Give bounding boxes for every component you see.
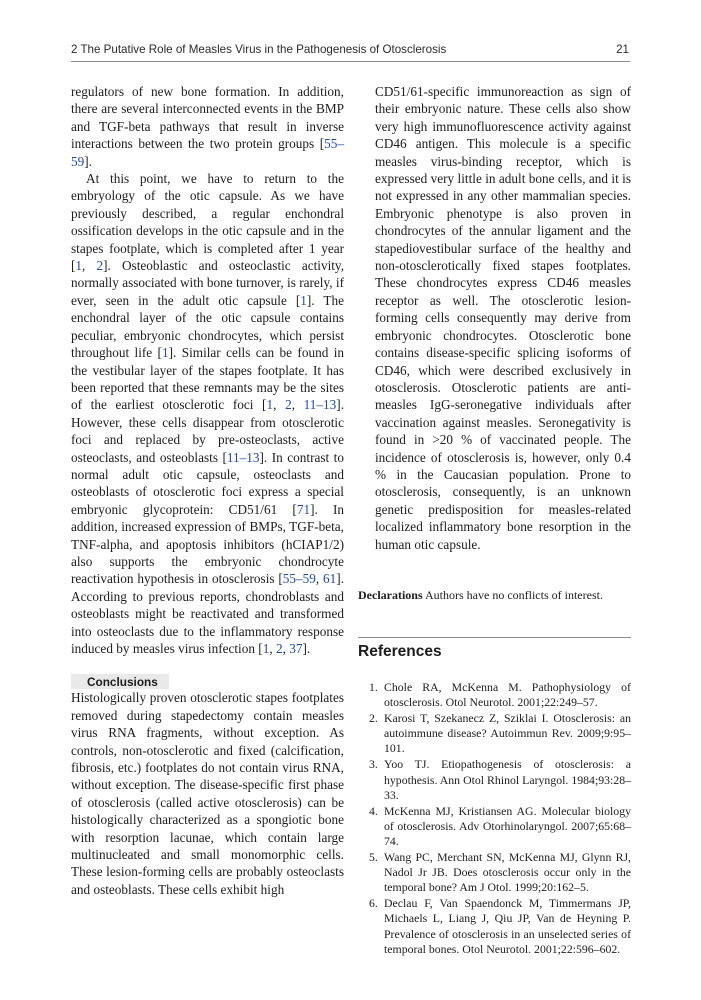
running-head xyxy=(71,43,630,62)
reference-number: 6. xyxy=(369,896,378,911)
left-column xyxy=(71,83,344,898)
reference-item xyxy=(369,680,631,710)
citation-link[interactable]: 55–59 xyxy=(71,136,344,169)
reference-number: 1. xyxy=(369,680,378,694)
declarations-label: Declarations xyxy=(358,588,423,602)
citation-link[interactable]: 1 xyxy=(161,345,169,361)
reference-item xyxy=(369,757,631,802)
reference-text: McKenna MJ, Kristiansen AG. Molecular biology of otosclerosis. Adv Otorhinolaryngol. 2007;65:68–74. xyxy=(384,803,631,848)
citation-link[interactable]: 55–59 xyxy=(282,571,316,587)
declarations xyxy=(358,588,631,603)
reference-item xyxy=(369,804,631,849)
citation-link[interactable]: 1 xyxy=(75,258,83,274)
references-list xyxy=(369,680,631,958)
citation-link[interactable]: 11–13 xyxy=(226,449,260,465)
reference-number: 2. xyxy=(369,711,378,726)
reference-number: 5. xyxy=(369,850,378,865)
declarations-text: Authors have no conflicts of interest. xyxy=(422,588,603,602)
references-heading: References xyxy=(358,643,442,660)
conclusions-heading: Conclusions xyxy=(71,674,169,689)
paragraph-otic-capsule: At this point, we have to return to the embryology of the otic capsule. As we have previously described, a regular enchondral ossification develops in the otic capsule and in the stapes footplate, which is completed after 1 year [1, 2]. Osteoblastic and osteoclastic activity, normally associated with bone turnover, is rarely, if ever, seen in the adult otic capsule [1]. The enchondral layer of the otic capsule contains peculiar, embryonic chondrocytes, which persist throughout life [1]. Similar cells can be found in the vestibular layer of the stapes footplate. It has been reported that these remnants may be the sites of the earliest otosclerotic foci [1, 2, 11–13]. However, these cells disappear from otosclerotic foci and replaced by pre-osteoclasts, active osteoclasts, and osteoblasts [11–13]. In contrast to normal adult otic capsule, osteoclasts and osteoblasts of otosclerotic foci express a special embryonic glycoprotein: CD51/61 [71]. In addition, increased expression of BMPs, TGF-beta, TNF-alpha, and apoptosis inhibitors (hCIAP1/2) also supports the embryonic chondrocyte reactivation hypothesis in otosclerosis [55–59, 61]. According to previous reports, chondroblasts and osteoblasts might be reactivated and transformed into osteoclasts due to the inflammatory response induced by measles virus infection [1, 2, 37]. xyxy=(71,171,345,656)
conclusions-paragraph: Histologically proven otosclerotic stapes footplates removed during stapedectomy contain measles virus RNA fragments, without exception. As controls, non-otosclerotic and fixed (calcification, fibrosis, etc.) footplates do not contain virus RNA, without exception. The disease-specific first phase of otosclerosis (called active otosclerosis) can be histologically characterized as a spongiotic bone with resorption lacunae, which contain large multinucleated and small monomorphic cells. These lesion-forming cells are probably osteoclasts and osteoblasts. These cells exhibit high xyxy=(71,690,344,897)
reference-number: 4. xyxy=(369,803,378,818)
reference-text: Karosi T, Szekanecz Z, Sziklai I. Otosclerosis: an autoimmune disease? Autoimmun Rev. 2009;9:95–101. xyxy=(384,711,631,756)
citation-link[interactable]: 1 xyxy=(300,292,307,308)
reference-item xyxy=(369,850,631,895)
reference-text: Chole RA, McKenna M. Pathophysiology of otosclerosis. Otol Neurotol. 2001;22:249–57. xyxy=(384,680,631,710)
page-number: 21 xyxy=(616,43,629,56)
citation-link[interactable]: 1 xyxy=(266,397,274,413)
reference-item xyxy=(369,711,631,756)
citation-link[interactable]: 37 xyxy=(289,641,303,656)
citation-link[interactable]: 2 xyxy=(96,258,104,274)
citation-link[interactable]: 71 xyxy=(296,501,311,517)
paragraph-cd46: CD51/61-specific immunoreaction as sign of their embryonic nature. These cells also show very high immunofluorescence activity against CD46 antigen. This molecule is a specific measles virus-binding receptor, which is expressed very little in adult bone cells, and it is not expressed in any other mammalian species. Embryonic phenotype is also proven in chondrocytes of the annular ligament and the stapediovestibular surface of the healthy and non-otosclerotically fixed stapes footplates. These chondrocytes express CD46 measles receptor as well. The otosclerotic lesion-forming cells consequently may derive from embryonic chondrocytes. Otosclerotic bone contains disease-specific splicing isoforms of CD46, which were described exclusively in otosclerosis. Otosclerotic patients are anti-measles IgG-seronegative individuals after vaccination against measles. Seronegativity is found in >20 % of vaccinated people. The incidence of otosclerosis is, however, only 0.4 % in the Caucasian population. Prone to otosclerosis, consequently, is an unknown genetic predisposition for measles-related localized inflammatory bone resorption in the human otic capsule. xyxy=(375,84,631,552)
reference-text: Yoo TJ. Etiopathogenesis of otosclerosis: a hypothesis. Ann Otol Rhinol Laryngol. 1984;93:28–33. xyxy=(384,757,631,802)
citation-link[interactable]: 2 xyxy=(275,641,283,656)
right-column xyxy=(375,83,631,553)
reference-item xyxy=(369,896,631,956)
citation-link[interactable]: 2 xyxy=(285,397,292,413)
references-divider xyxy=(358,637,631,638)
reference-text: Wang PC, Merchant SN, McKenna MJ, Glynn RJ, Nadol Jr JB. Does otosclerosis occur only in the temporal bone? Am J Otol. 1999;20:162–5. xyxy=(384,850,631,895)
citation-link[interactable]: 61 xyxy=(323,571,337,587)
citation-link[interactable]: 11–13 xyxy=(303,397,337,413)
chapter-title: 2 The Putative Role of Measles Virus in the Pathogenesis of Otosclerosis xyxy=(71,43,447,56)
reference-text: Declau F, Van Spaendonck M, Timmermans JP, Michaels L, Liang J, Qiu JP, Van de Heyning P. Prevalence of otosclerosis in an unselected series of temporal bones. Otol Neurotol. 2001;22:596–602. xyxy=(384,896,631,956)
paragraph-bmp-pathways: regulators of new bone formation. In addition, there are several interconnected events in the BMP and TGF-beta pathways that result in inverse interactions between the two protein groups [55–59]. xyxy=(71,84,344,169)
citation-link[interactable]: 1 xyxy=(262,641,270,656)
reference-number: 3. xyxy=(369,757,378,772)
